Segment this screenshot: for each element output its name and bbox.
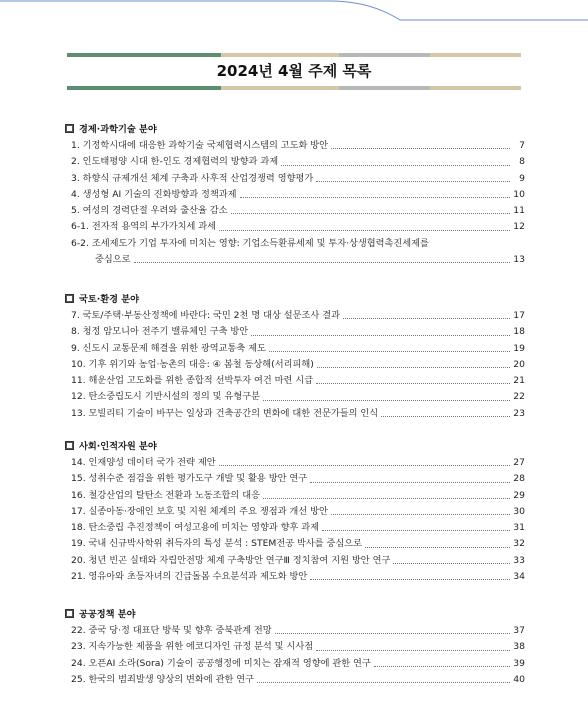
toc-section bbox=[65, 290, 525, 422]
square-bullet-icon bbox=[65, 609, 74, 618]
dot-leader bbox=[322, 530, 510, 531]
dot-leader bbox=[331, 148, 510, 149]
toc-entry-title: 6-2. 조세제도가 기업 투자에 미치는 영향: 기업소득환류세제 및 투자·상생협력촉진세제를 bbox=[71, 237, 429, 249]
dot-leader bbox=[257, 682, 510, 683]
dot-leader bbox=[381, 416, 510, 417]
toc-entry-page: 10 bbox=[513, 188, 525, 200]
toc-entry[interactable] bbox=[65, 357, 525, 373]
toc-entry[interactable] bbox=[65, 471, 525, 487]
dot-leader bbox=[343, 318, 510, 319]
toc-entry[interactable] bbox=[65, 236, 525, 252]
toc-entry-title: 2. 인도태평양 시대 한-인도 경제협력의 방향과 과제 bbox=[71, 156, 279, 168]
title-bottom-rule bbox=[67, 86, 521, 90]
toc-entry[interactable] bbox=[65, 623, 525, 639]
toc-entry-page: 40 bbox=[513, 673, 525, 685]
toc-entry[interactable] bbox=[65, 569, 525, 585]
toc-section bbox=[65, 120, 525, 268]
toc-entry-title: 10. 기후 위기와 농업·농촌의 대응: ④ 봄철 동상해(서리피해) bbox=[71, 358, 314, 370]
toc-entry-page: 37 bbox=[513, 625, 525, 636]
toc-entry-title: 14. 인재양성 데이터 국가 전략 제안 bbox=[71, 457, 216, 468]
toc-entry-title: 20. 청년 빈곤 실태와 자립안전망 체계 구축방안 연구Ⅲ 정치참여 지원 방안 연구 bbox=[71, 554, 391, 566]
toc-entry-title: 9. 신도시 교통문제 해결을 위한 광역교통축 제도 bbox=[71, 342, 266, 354]
toc-entry-page: 11 bbox=[513, 205, 525, 217]
dot-leader bbox=[374, 666, 510, 667]
toc-entry-page: 20 bbox=[513, 358, 525, 370]
dot-leader bbox=[219, 230, 510, 231]
dot-leader bbox=[317, 367, 510, 368]
toc-entry-page: 39 bbox=[513, 657, 525, 669]
toc-entry-title: 19. 국내 신규박사학위 취득자의 특성 분석 : STEM전공 박사를 중심으로 bbox=[71, 538, 363, 550]
toc-entry-title: 24. 오픈AI 소라(Sora) 기술이 공공행정에 미치는 잠재적 영향에 관한 연구 bbox=[71, 657, 371, 669]
toc-entry-page: 9 bbox=[519, 172, 525, 184]
toc-entry-page: 21 bbox=[513, 375, 525, 387]
toc-entry-title: 1. 기정학시대에 대응한 과학기술 국제협력시스템의 고도화 방안 bbox=[71, 140, 329, 151]
toc-entry-page: 28 bbox=[513, 473, 525, 485]
toc-entry-title: 중심으로 bbox=[95, 254, 131, 266]
toc-entry-title: 17. 실종아동·장애인 보호 및 지원 체계의 주요 쟁점과 개선 방안 bbox=[71, 505, 328, 517]
dot-leader bbox=[263, 498, 510, 499]
toc-entry-page: 31 bbox=[513, 522, 525, 534]
toc-entry-page: 13 bbox=[513, 254, 525, 266]
toc-entry-title: 15. 성취수준 점검을 위한 평가도구 개발 및 활용 방안 연구 bbox=[71, 473, 308, 485]
section-heading-text: 공공정책 분야 bbox=[79, 609, 136, 620]
toc-entry[interactable] bbox=[65, 203, 525, 219]
toc-entry-page: 38 bbox=[513, 641, 525, 653]
toc-entry-title: 12. 탄소중립도시 기반시설의 정의 및 유형구분 bbox=[71, 391, 260, 403]
toc-entry-title: 7. 국토/주택·부동산정책에 바란다: 국민 2천 명 대상 설문조사 결과 bbox=[71, 310, 340, 321]
toc-entry-title: 6-1. 전자적 용역의 부가가치세 과세 bbox=[71, 221, 216, 233]
section-heading-text: 사회·인적자원 분야 bbox=[79, 441, 157, 452]
toc-entry-title: 21. 영유아와 초등자녀의 긴급돌봄 수요분석과 제도화 방안 bbox=[71, 571, 308, 583]
toc-entry[interactable] bbox=[65, 488, 525, 504]
page-title: 2024년 4월 주제 목록 bbox=[216, 62, 372, 80]
toc-entry[interactable] bbox=[65, 219, 525, 235]
toc-entry[interactable] bbox=[65, 672, 525, 688]
toc-entry[interactable] bbox=[65, 389, 525, 405]
dot-leader bbox=[316, 181, 510, 182]
section-heading bbox=[65, 290, 525, 306]
toc-entry-title: 4. 생성형 AI 기술의 진화방향과 정책과제 bbox=[71, 188, 237, 200]
toc-entry[interactable] bbox=[65, 656, 525, 672]
toc-entry[interactable] bbox=[65, 252, 525, 268]
section-heading-text: 국토·환경 분야 bbox=[79, 294, 139, 305]
square-bullet-icon bbox=[65, 124, 74, 133]
dot-leader bbox=[281, 165, 510, 166]
toc-entry-page: 33 bbox=[513, 554, 525, 566]
toc-section bbox=[65, 437, 525, 585]
dot-leader bbox=[263, 400, 510, 401]
toc-entry-page: 34 bbox=[513, 571, 525, 583]
toc-entry-page: 23 bbox=[513, 407, 525, 419]
toc-entry-title: 23. 지속가능한 제품을 위한 에코디자인 규정 분석 및 시사점 bbox=[71, 641, 314, 653]
toc-entry[interactable] bbox=[65, 639, 525, 655]
toc-entry[interactable] bbox=[65, 308, 525, 324]
toc-entry-title: 13. 모빌리티 기술이 바꾸는 일상과 건축공간의 변화에 대한 전문가들의 인식 bbox=[71, 407, 379, 419]
toc-entry[interactable] bbox=[65, 406, 525, 422]
toc-entry-title: 11. 해운산업 고도화를 위한 종합적 선박투자 여건 마련 시급 bbox=[71, 375, 314, 387]
dot-leader bbox=[134, 262, 510, 263]
square-bullet-icon bbox=[65, 294, 74, 303]
section-heading bbox=[65, 120, 525, 136]
dot-leader bbox=[393, 563, 510, 564]
dot-leader bbox=[365, 547, 510, 548]
toc-entry-page: 8 bbox=[519, 156, 525, 168]
toc-entry-page: 30 bbox=[513, 505, 525, 517]
toc-entry[interactable] bbox=[65, 154, 525, 170]
toc-entry[interactable] bbox=[65, 138, 525, 154]
toc-entry-page: 12 bbox=[513, 221, 525, 233]
toc-entry[interactable] bbox=[65, 455, 525, 471]
toc-entry-page: 22 bbox=[513, 391, 525, 403]
dot-leader bbox=[316, 383, 510, 384]
dot-leader bbox=[251, 335, 510, 336]
dot-leader bbox=[331, 514, 510, 515]
section-heading bbox=[65, 437, 525, 453]
dot-leader bbox=[310, 482, 510, 483]
section-heading-text: 경제·과학기술 분야 bbox=[79, 124, 157, 135]
toc-entry[interactable] bbox=[65, 324, 525, 340]
toc-entry[interactable] bbox=[65, 341, 525, 357]
square-bullet-icon bbox=[65, 441, 74, 450]
toc-entry[interactable] bbox=[65, 187, 525, 203]
toc-entry-title: 22. 중국 당·정 대표단 방북 및 향후 중북관계 전망 bbox=[71, 625, 272, 636]
dot-leader bbox=[316, 650, 510, 651]
toc-entry-page: 17 bbox=[513, 310, 525, 321]
dot-leader bbox=[219, 465, 510, 466]
toc-entry[interactable] bbox=[65, 373, 525, 389]
toc-entry[interactable] bbox=[65, 553, 525, 569]
toc-entry-title: 3. 하향식 규제개선 체계 구축과 사후적 산업경쟁력 영향평가 bbox=[71, 172, 314, 184]
header-decoration bbox=[0, 0, 588, 30]
toc-entry-page: 18 bbox=[513, 326, 525, 338]
dot-leader bbox=[310, 579, 510, 580]
dot-leader bbox=[240, 197, 511, 198]
toc-entry-title: 18. 탄소중립 추진정책이 여성고용에 미치는 영향과 향후 과제 bbox=[71, 522, 320, 534]
toc-entry-page: 29 bbox=[513, 489, 525, 501]
dot-leader bbox=[231, 213, 511, 214]
toc-entry-page: 19 bbox=[513, 342, 525, 354]
toc-section bbox=[65, 605, 525, 688]
dot-leader bbox=[269, 351, 510, 352]
toc-entry-title: 5. 여성의 경력단절 우려와 출산율 감소 bbox=[71, 205, 228, 217]
toc-entry-title: 8. 청정 암모니아 전주기 밸류체인 구축 방안 bbox=[71, 326, 249, 338]
toc-entry[interactable] bbox=[65, 520, 525, 536]
toc-entry-page: 7 bbox=[519, 140, 525, 151]
toc-entry-title: 16. 철강산업의 탈탄소 전환과 노동조합의 대응 bbox=[71, 489, 260, 501]
toc-entry-title: 25. 한국의 범죄발생 양상의 변화에 관한 연구 bbox=[71, 673, 255, 685]
toc-entry[interactable] bbox=[65, 536, 525, 552]
toc-entry-page: 27 bbox=[513, 457, 525, 468]
section-heading bbox=[65, 605, 525, 621]
toc-entry[interactable] bbox=[65, 504, 525, 520]
toc-entry[interactable] bbox=[65, 171, 525, 187]
dot-leader bbox=[275, 633, 510, 634]
toc-entry-page: 32 bbox=[513, 538, 525, 550]
